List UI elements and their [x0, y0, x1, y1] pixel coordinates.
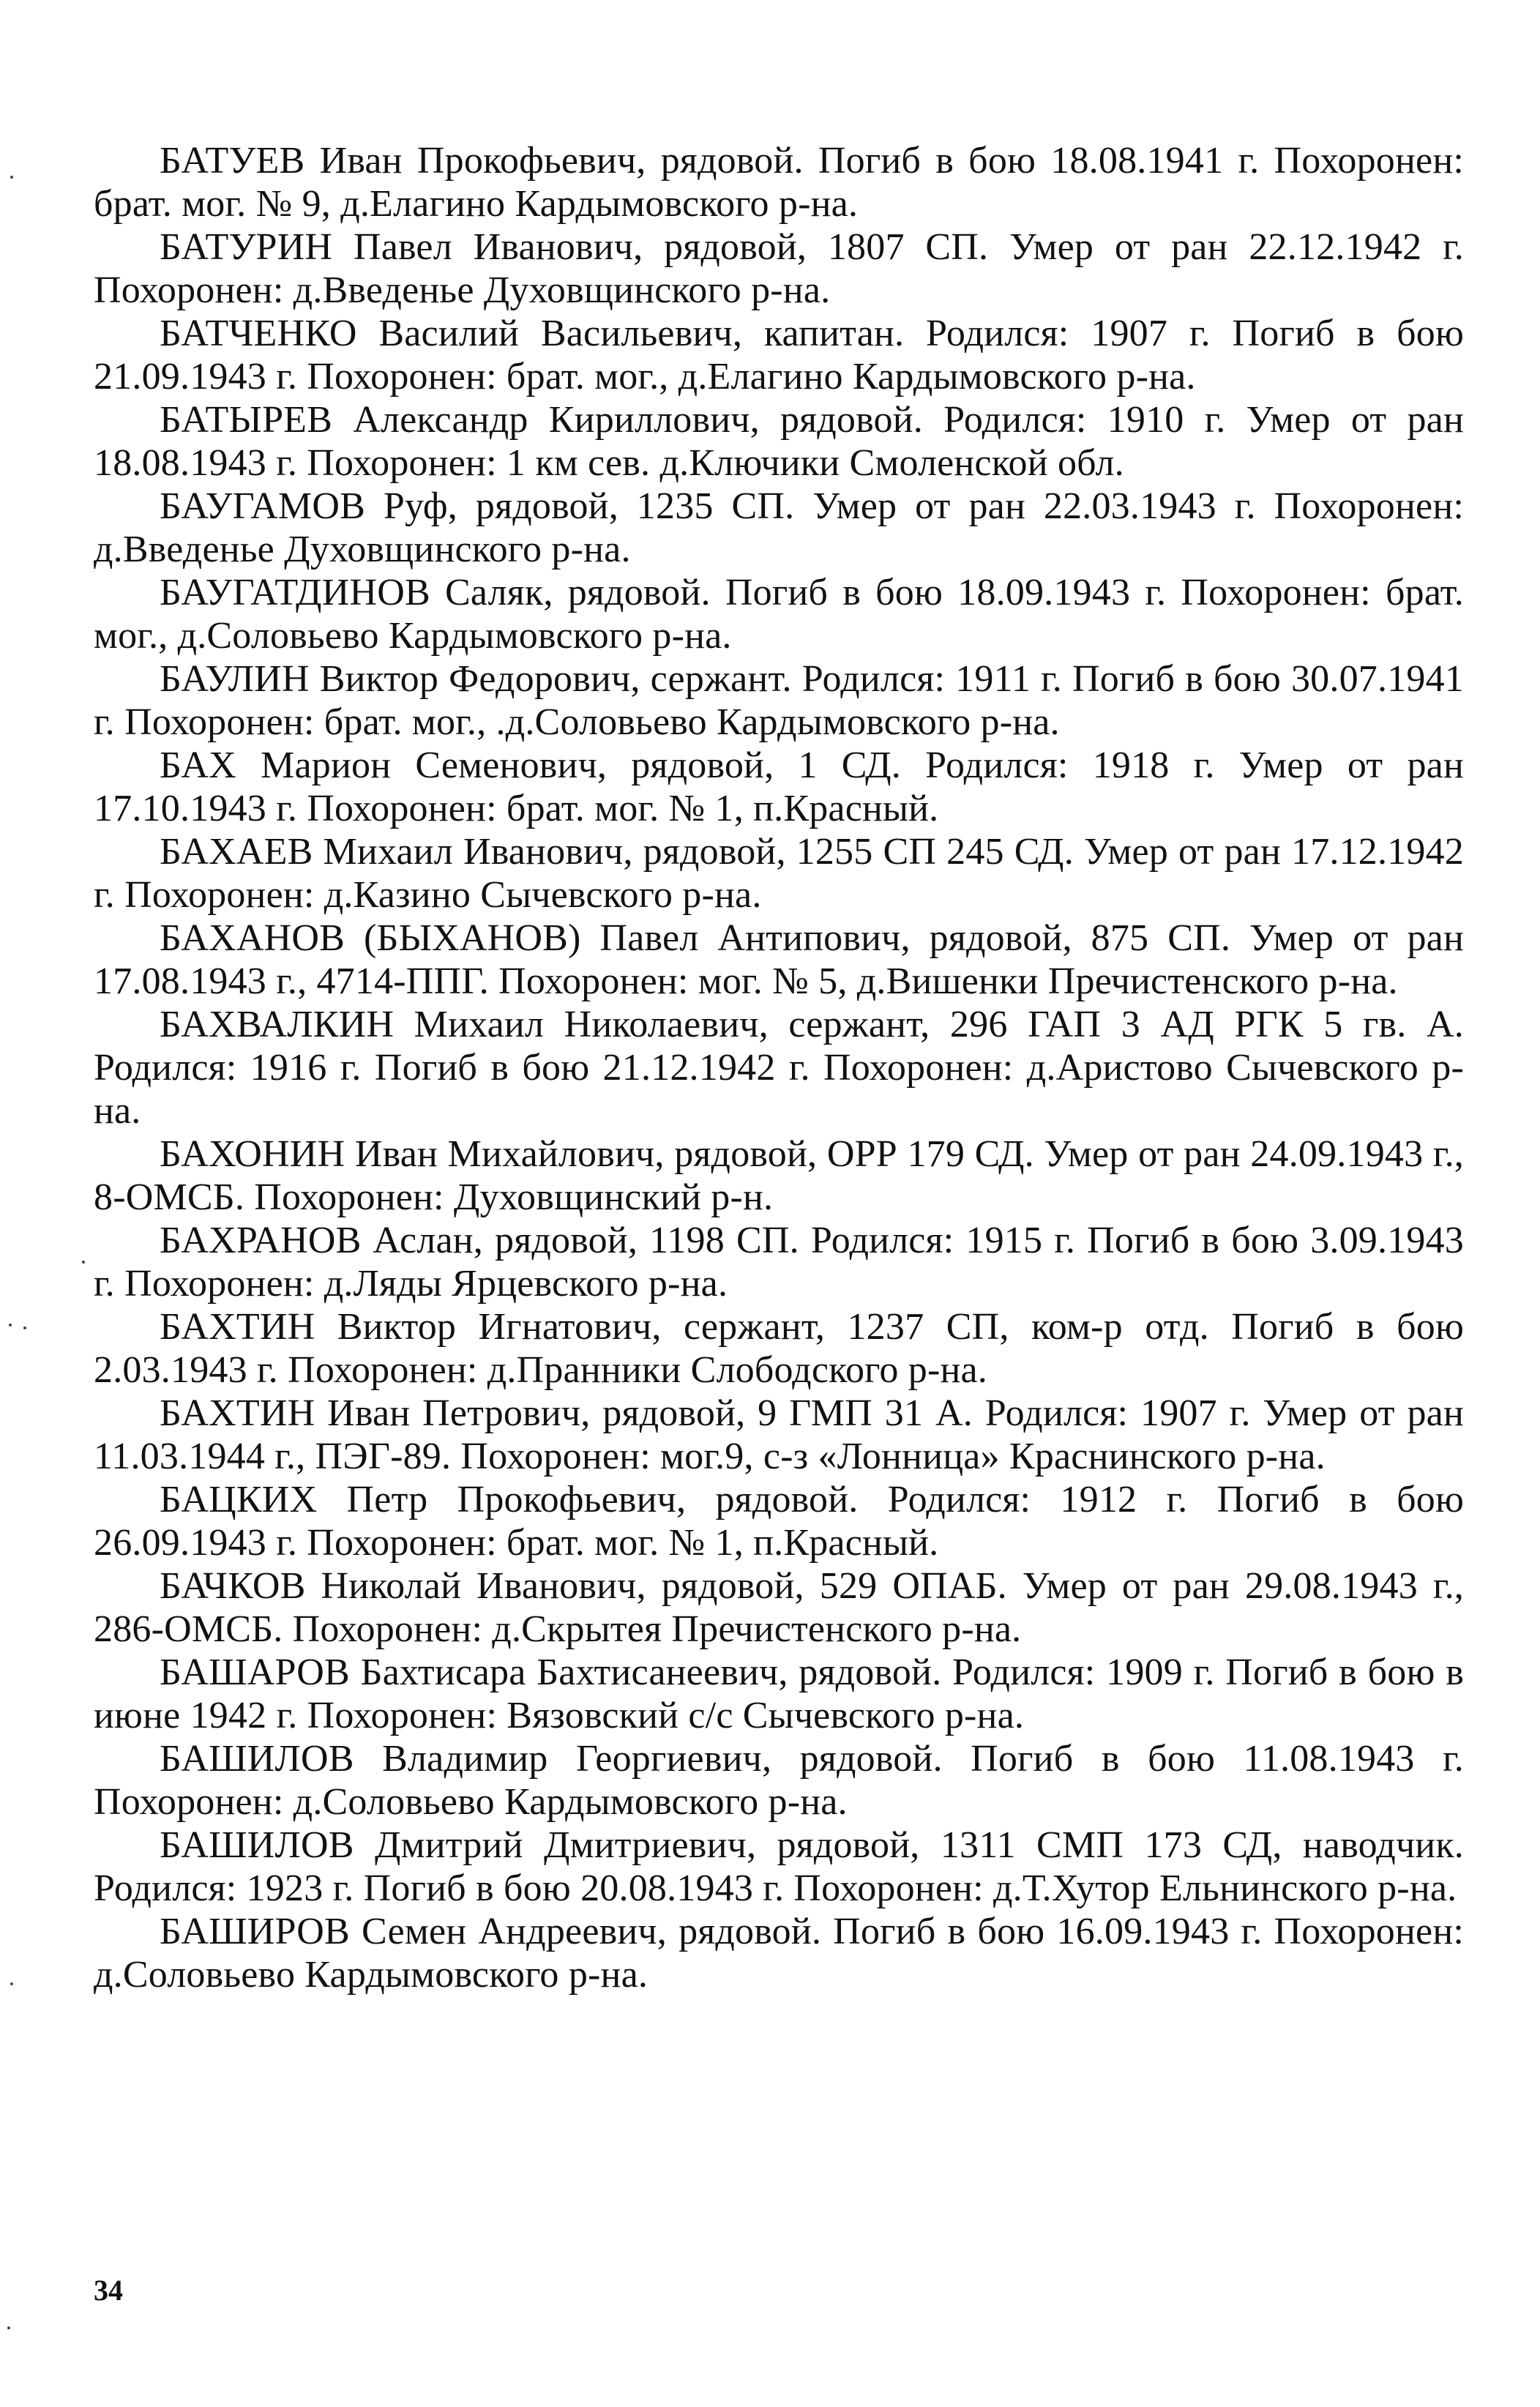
- scan-speck: [82, 1261, 85, 1264]
- memorial-list: [94, 139, 1464, 1996]
- list-entry: БАУГАТДИНОВ Саляк, рядовой. Погиб в бою 18.09.1943 г. Похоронен: брат. мог., д.Соловьево Кардымовского р-на.: [94, 572, 1464, 657]
- list-entry: БАХ Марион Семенович, рядовой, 1 СД. Родился: 1918 г. Умер от ран 17.10.1943 г. Похоронен: брат. мог. № 1, п.Красный.: [94, 745, 1464, 829]
- list-entry: БАШИЛОВ Дмитрий Дмитриевич, рядовой, 1311 СМП 173 СД, наводчик. Родился: 1923 г. Погиб в бою 20.08.1943 г. Похоронен: д.Т.Хутор Ельнинского р-на.: [94, 1824, 1464, 1909]
- list-entry: БАХТИН Иван Петрович, рядовой, 9 ГМП 31 А. Родился: 1907 г. Умер от ран 11.03.1944 г., ПЭГ-89. Похоронен: мог.9, с-з «Лонница» Краснинского р-на.: [94, 1392, 1464, 1477]
- list-entry: БАУГАМОВ Руф, рядовой, 1235 СП. Умер от ран 22.03.1943 г. Похоронен: д.Введенье Духовщинского р-на.: [94, 485, 1464, 570]
- list-entry: БАТЫРЕВ Александр Кириллович, рядовой. Родился: 1910 г. Умер от ран 18.08.1943 г. Похоронен: 1 км сев. д.Ключики Смоленской обл.: [94, 399, 1464, 484]
- list-entry: БАХАЕВ Михаил Иванович, рядовой, 1255 СП 245 СД. Умер от ран 17.12.1942 г. Похоронен: д.Казино Сычевского р-на.: [94, 831, 1464, 916]
- list-entry: БАШИЛОВ Владимир Георгиевич, рядовой. Погиб в бою 11.08.1943 г. Похоронен: д.Соловьево Кардымовского р-на.: [94, 1738, 1464, 1823]
- list-entry: БАЦКИХ Петр Прокофьевич, рядовой. Родился: 1912 г. Погиб в бою 26.09.1943 г. Похоронен: брат. мог. № 1, п.Красный.: [94, 1479, 1464, 1564]
- list-entry: БАТЧЕНКО Василий Васильевич, капитан. Родился: 1907 г. Погиб в бою 21.09.1943 г. Похоронен: брат. мог., д.Елагино Кардымовского р-на.: [94, 313, 1464, 398]
- scan-speck: [7, 2326, 10, 2329]
- list-entry: БАЧКОВ Николай Иванович, рядовой, 529 ОПАБ. Умер от ран 29.08.1943 г., 286-ОМСБ. Похоронен: д.Скрытея Пречистенского р-на.: [94, 1565, 1464, 1650]
- list-entry: БАХАНОВ (БЫХАНОВ) Павел Антипович, рядовой, 875 СП. Умер от ран 17.08.1943 г., 4714-ППГ. Похоронен: мог. № 5, д.Вишенки Пречистенского р-на.: [94, 917, 1464, 1002]
- list-entry: БАТУРИН Павел Иванович, рядовой, 1807 СП. Умер от ран 22.12.1942 г. Похоронен: д.Введенье Духовщинского р-на.: [94, 226, 1464, 311]
- list-entry: БАУЛИН Виктор Федорович, сержант. Родился: 1911 г. Погиб в бою 30.07.1941 г. Похоронен: брат. мог., .д.Соловьево Кардымовского р-на.: [94, 658, 1464, 743]
- scan-speck: [23, 1326, 26, 1329]
- scan-speck: [9, 1324, 12, 1326]
- list-entry: БАШИРОВ Семен Андреевич, рядовой. Погиб в бою 16.09.1943 г. Похоронен: д.Соловьево Кардымовского р-на.: [94, 1911, 1464, 1996]
- list-entry: БАШАРОВ Бахтисара Бахтисанеевич, рядовой. Родился: 1909 г. Погиб в бою в июне 1942 г. Похоронен: Вязовский с/с Сычевского р-на.: [94, 1652, 1464, 1736]
- list-entry: БАХВАЛКИН Михаил Николаевич, сержант, 296 ГАП 3 АД РГК 5 гв. А. Родился: 1916 г. Погиб в бою 21.12.1942 г. Похоронен: д.Аристово Сычевского р-на.: [94, 1004, 1464, 1132]
- scan-speck: [10, 1982, 13, 1985]
- list-entry: БАТУЕВ Иван Прокофьевич, рядовой. Погиб в бою 18.08.1941 г. Похоронен: брат. мог. № 9, д.Елагино Кардымовского р-на.: [94, 140, 1464, 225]
- list-entry: БАХТИН Виктор Игнатович, сержант, 1237 СП, ком-р отд. Погиб в бою 2.03.1943 г. Похоронен: д.Пранники Слободского р-на.: [94, 1306, 1464, 1391]
- scan-speck: [10, 176, 13, 179]
- list-entry: БАХОНИН Иван Михайлович, рядовой, ОРР 179 СД. Умер от ран 24.09.1943 г., 8-ОМСБ. Похоронен: Духовщинский р-н.: [94, 1133, 1464, 1218]
- page-number: 34: [94, 2274, 123, 2307]
- list-entry: БАХРАНОВ Аслан, рядовой, 1198 СП. Родился: 1915 г. Погиб в бою 3.09.1943 г. Похоронен: д.Ляды Ярцевского р-на.: [94, 1220, 1464, 1305]
